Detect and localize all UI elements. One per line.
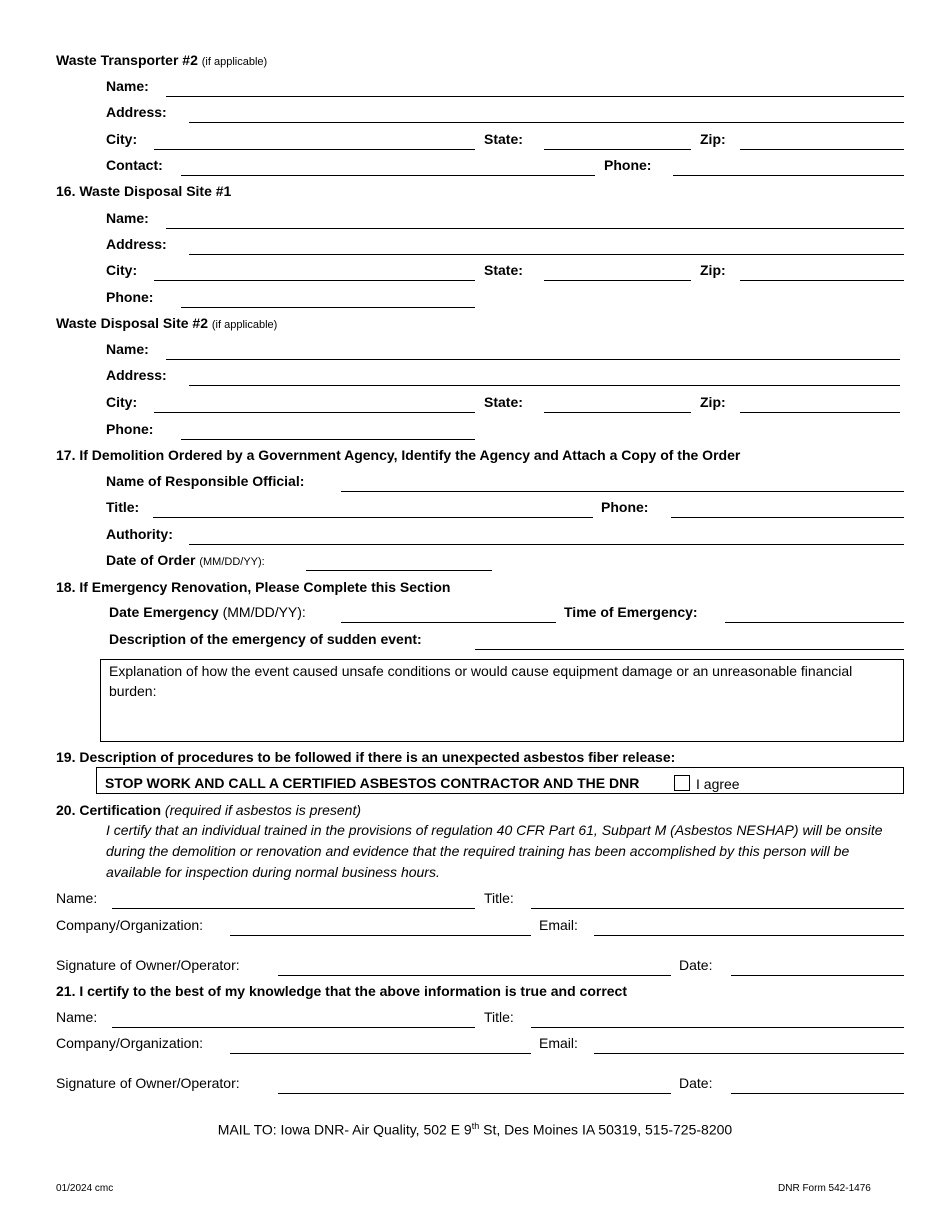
wds2-state-label: State: — [484, 394, 523, 410]
s21-date-field[interactable] — [731, 1093, 904, 1094]
footer-revision: 01/2024 cmc — [56, 1183, 114, 1194]
wds1-heading: 16. Waste Disposal Site #1 — [56, 183, 232, 199]
s21-heading: 21. I certify to the best of my knowledge that the above information is true and correct — [56, 983, 627, 999]
s17-date-label: Date of Order (MM/DD/YY): — [106, 552, 265, 568]
wds1-state-label: State: — [484, 262, 523, 278]
s18-date-format: (MM/DD/YY): — [222, 604, 306, 620]
s18-time-label: Time of Emergency: — [564, 604, 698, 620]
s21-name-label: Name: — [56, 1009, 98, 1025]
s17-authority-field[interactable] — [189, 544, 904, 545]
wt2-phone-field[interactable] — [673, 175, 904, 176]
wds2-address-label: Address: — [106, 367, 167, 383]
s18-date-label: Date Emergency (MM/DD/YY): — [109, 604, 306, 620]
s21-date-label: Date: — [679, 1075, 713, 1091]
s18-explanation-text: Explanation of how the event caused unsafe conditions or would cause equipment damage or an unreasonable financial burden: — [109, 663, 853, 699]
wds1-address-label: Address: — [106, 236, 167, 252]
wds2-phone-field[interactable] — [181, 439, 475, 440]
s20-statement: I certify that an individual trained in the provisions of regulation 40 CFR Part 61, Subpart M (Asbestos NESHAP) will be onsite during the demolition or renovation and evidence that the required training has been accomplished by this person will be available for inspection during normal business hours. — [106, 822, 883, 880]
s19-heading: 19. Description of procedures to be followed if there is an unexpected asbestos fiber release: — [56, 749, 676, 765]
s21-email-label: Email: — [539, 1035, 578, 1051]
s19-stop-work-box — [96, 767, 904, 794]
s17-date-field[interactable] — [306, 570, 492, 571]
s21-company-label: Company/Organization: — [56, 1035, 204, 1051]
s20-title-label: Title: — [484, 890, 514, 906]
s17-phone-label: Phone: — [601, 499, 649, 515]
s20-name-field[interactable] — [112, 908, 475, 909]
wt2-name-field[interactable] — [166, 96, 904, 97]
s17-date-format: (MM/DD/YY): — [199, 556, 265, 568]
s18-date-field[interactable] — [341, 622, 556, 623]
s17-heading: 17. If Demolition Ordered by a Government Agency, Identify the Agency and Attach a Copy of the Order — [56, 447, 741, 463]
s18-description-field[interactable] — [475, 649, 904, 650]
wds2-zip-label: Zip: — [700, 394, 726, 410]
wds1-zip-label: Zip: — [700, 262, 726, 278]
wt2-city-field[interactable] — [154, 149, 475, 150]
s17-official-field[interactable] — [341, 491, 904, 492]
wds2-address-field[interactable] — [189, 385, 900, 386]
s21-email-field[interactable] — [594, 1053, 904, 1054]
wt2-state-field[interactable] — [544, 149, 691, 150]
wds1-name-label: Name: — [106, 210, 149, 226]
s20-signature-field[interactable] — [278, 975, 671, 976]
s20-note: (required if asbestos is present) — [164, 802, 362, 818]
s21-title-label: Title: — [484, 1009, 514, 1025]
s20-date-field[interactable] — [731, 975, 904, 976]
wds1-phone-field[interactable] — [181, 307, 475, 308]
wds1-state-field[interactable] — [544, 280, 691, 281]
s18-description-label: Description of the emergency of sudden event: — [109, 631, 422, 647]
wds2-phone-label: Phone: — [106, 421, 154, 437]
wds2-zip-field[interactable] — [740, 412, 900, 413]
wds1-address-field[interactable] — [189, 254, 904, 255]
s17-official-label: Name of Responsible Official: — [106, 473, 305, 489]
wds1-city-label: City: — [106, 262, 138, 278]
wds2-heading: Waste Disposal Site #2 (if applicable) — [56, 315, 278, 331]
wds2-city-field[interactable] — [154, 412, 475, 413]
wds1-zip-field[interactable] — [740, 280, 904, 281]
s19-agree-label: I agree — [696, 776, 740, 792]
wt2-contact-field[interactable] — [181, 175, 595, 176]
s21-name-field[interactable] — [112, 1027, 475, 1028]
mail-to-address: MAIL TO: Iowa DNR- Air Quality, 502 E 9th St, Des Moines IA 50319, 515-725-8200 — [217, 1121, 733, 1138]
s21-signature-field[interactable] — [278, 1093, 671, 1094]
wt2-city-label: City: — [106, 131, 138, 147]
s21-title-field[interactable] — [531, 1027, 904, 1028]
s20-company-label: Company/Organization: — [56, 917, 204, 933]
s17-phone-field[interactable] — [671, 517, 904, 518]
s20-email-field[interactable] — [594, 935, 904, 936]
s17-title-label: Title: — [106, 499, 140, 515]
wds1-city-field[interactable] — [154, 280, 475, 281]
wt2-name-label: Name: — [106, 78, 149, 94]
wt2-zip-label: Zip: — [700, 131, 726, 147]
wds2-city-label: City: — [106, 394, 138, 410]
s18-time-field[interactable] — [725, 622, 904, 623]
s19-agree-checkbox[interactable] — [674, 775, 690, 791]
wt2-contact-label: Contact: — [106, 157, 163, 173]
wt2-heading: Waste Transporter #2 (if applicable) — [56, 52, 268, 68]
s20-date-label: Date: — [679, 957, 713, 973]
wds2-state-field[interactable] — [544, 412, 691, 413]
wds2-note: (if applicable) — [211, 319, 278, 331]
s17-title-field[interactable] — [153, 517, 593, 518]
wds2-name-label: Name: — [106, 341, 149, 357]
wds1-name-field[interactable] — [166, 228, 904, 229]
s21-company-field[interactable] — [230, 1053, 531, 1054]
wt2-phone-label: Phone: — [604, 157, 652, 173]
s19-stop-work-text: STOP WORK AND CALL A CERTIFIED ASBESTOS CONTRACTOR AND THE DNR — [105, 775, 640, 791]
s18-explanation-box[interactable] — [100, 659, 904, 742]
wt2-zip-field[interactable] — [740, 149, 904, 150]
s20-company-field[interactable] — [230, 935, 531, 936]
footer-form-number: DNR Form 542-1476 — [778, 1183, 871, 1194]
wt2-state-label: State: — [484, 131, 523, 147]
wds2-name-field[interactable] — [166, 359, 900, 360]
s17-authority-label: Authority: — [106, 526, 173, 542]
s20-heading: 20. Certification (required if asbestos is present) — [56, 802, 362, 818]
s20-name-label: Name: — [56, 890, 98, 906]
s20-email-label: Email: — [539, 917, 578, 933]
s21-signature-label: Signature of Owner/Operator: — [56, 1075, 240, 1091]
wt2-address-label: Address: — [106, 104, 167, 120]
wt2-note: (if applicable) — [201, 56, 268, 68]
wds1-phone-label: Phone: — [106, 289, 154, 305]
s20-signature-label: Signature of Owner/Operator: — [56, 957, 240, 973]
s18-heading: 18. If Emergency Renovation, Please Complete this Section — [56, 579, 451, 595]
s20-title-field[interactable] — [531, 908, 904, 909]
mail-superscript: th — [471, 1121, 480, 1131]
wt2-address-field[interactable] — [189, 122, 904, 123]
